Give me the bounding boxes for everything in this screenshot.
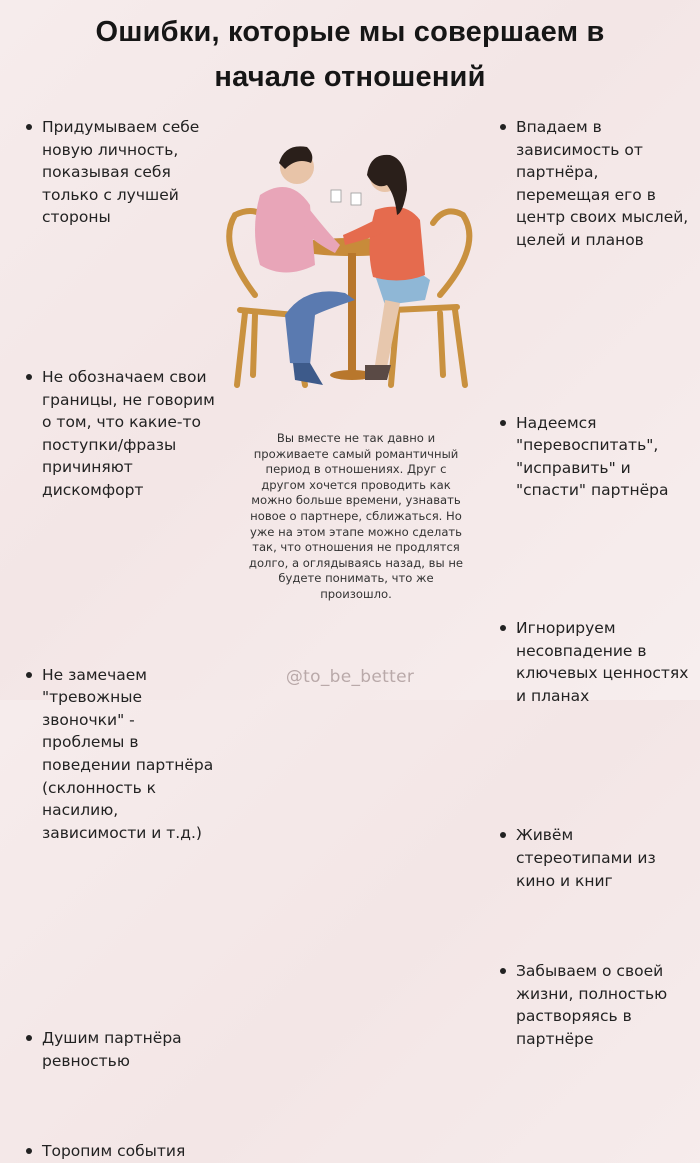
man-figure-icon [255, 146, 355, 385]
list-item: Надеемся "перевоспитать", "исправить" и "спасти" партнёра [498, 412, 693, 502]
list-item: Игнорируем несовпадение в ключевых ценностях и планах [498, 617, 693, 707]
list-item: Не обозначаем свои границы, не говорим о том, что какие-то поступки/фразы причиняют дискомфорт [24, 366, 219, 502]
list-item: Впадаем в зависимость от партнёра, перемещая его в центр своих мыслей, целей и планов [498, 116, 693, 252]
list-item: Живём стереотипами из кино и книг [498, 824, 693, 892]
instagram-handle: @to_be_better [285, 667, 415, 687]
list-item: Забываем о своей жизни, полностью растворяясь в партнёре [498, 960, 693, 1050]
left-mistakes-list [24, 116, 219, 1161]
title-line-1: Ошибки, которые мы совершаем в [95, 16, 605, 48]
list-item: Придумываем себе новую личность, показывая себя только с лучшей стороны [24, 116, 219, 229]
list-item: Торопим события [24, 1140, 219, 1163]
list-item: Душим партнёра ревностью [24, 1027, 219, 1072]
list-item: Не замечаем "тревожные звоночки" - проблемы в поведении партнёра (склонность к насилию, зависимости и т.д.) [24, 664, 219, 845]
page-title [0, 10, 700, 100]
right-mistakes-list [498, 116, 693, 1048]
intro-paragraph: Вы вместе не так давно и проживаете самый романтичный период в отношениях. Друг с другом хочется проводить как можно больше времени, узнавать новое о партнере, сближаться. Но уже на этом этапе можно сделать так, что отношения не продлятся долго, а оглядываясь назад, вы не будете понимать, что же произошло. [248, 431, 464, 601]
woman-figure-icon [343, 155, 430, 380]
coffee-cup-icon [331, 190, 361, 205]
title-line-2: начале отношений [214, 61, 486, 93]
couple-illustration [215, 135, 485, 395]
